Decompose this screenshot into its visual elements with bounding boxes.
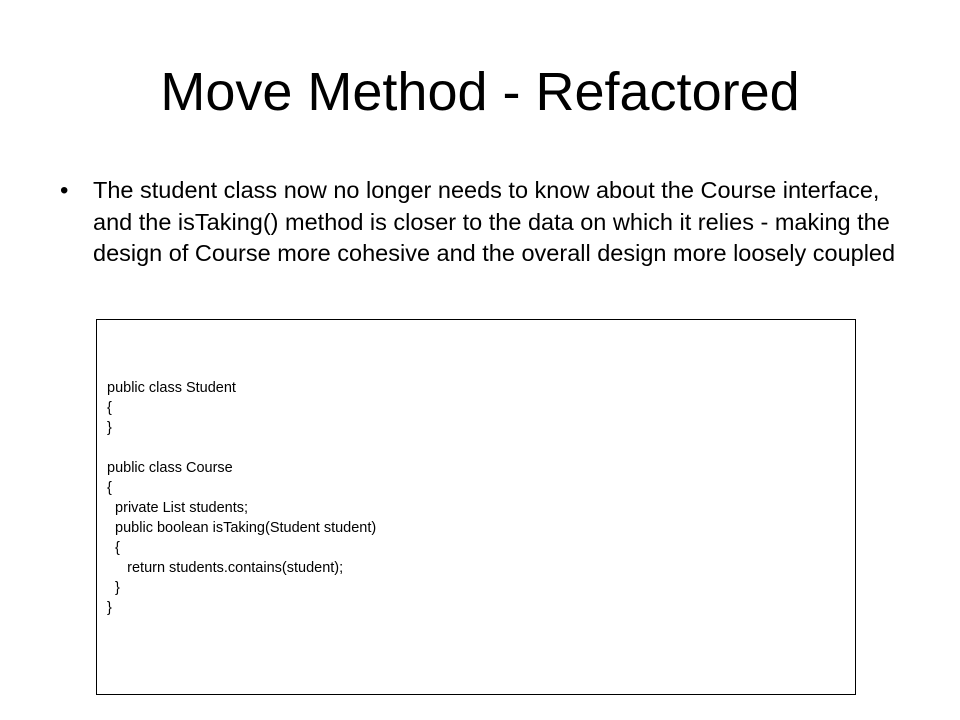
code-line: { <box>107 540 120 556</box>
code-line: private List students; <box>107 500 249 516</box>
code-line: return students.contains(student); <box>107 560 344 576</box>
bullet-list <box>60 175 900 270</box>
code-line <box>107 438 376 458</box>
code-line: public class Student <box>107 380 236 396</box>
code-box <box>96 319 856 695</box>
code-line: { <box>107 480 112 496</box>
code-line: public class Course <box>107 460 233 476</box>
code-line: } <box>107 420 112 436</box>
bullet-text: The student class now no longer needs to know about the Course interface, and the isTaking() method is closer to the data on which it relies - making the design of Course more cohesive and the overall design more loosely coupled <box>93 177 896 266</box>
bullet-marker: • <box>60 177 69 204</box>
bullet-item <box>60 175 900 270</box>
code-listing <box>107 378 376 618</box>
code-line: } <box>107 580 120 596</box>
slide-title: Move Method - Refactored <box>160 62 800 122</box>
code-line: { <box>107 400 112 416</box>
code-line: } <box>107 600 112 616</box>
code-line: public boolean isTaking(Student student) <box>107 520 377 536</box>
